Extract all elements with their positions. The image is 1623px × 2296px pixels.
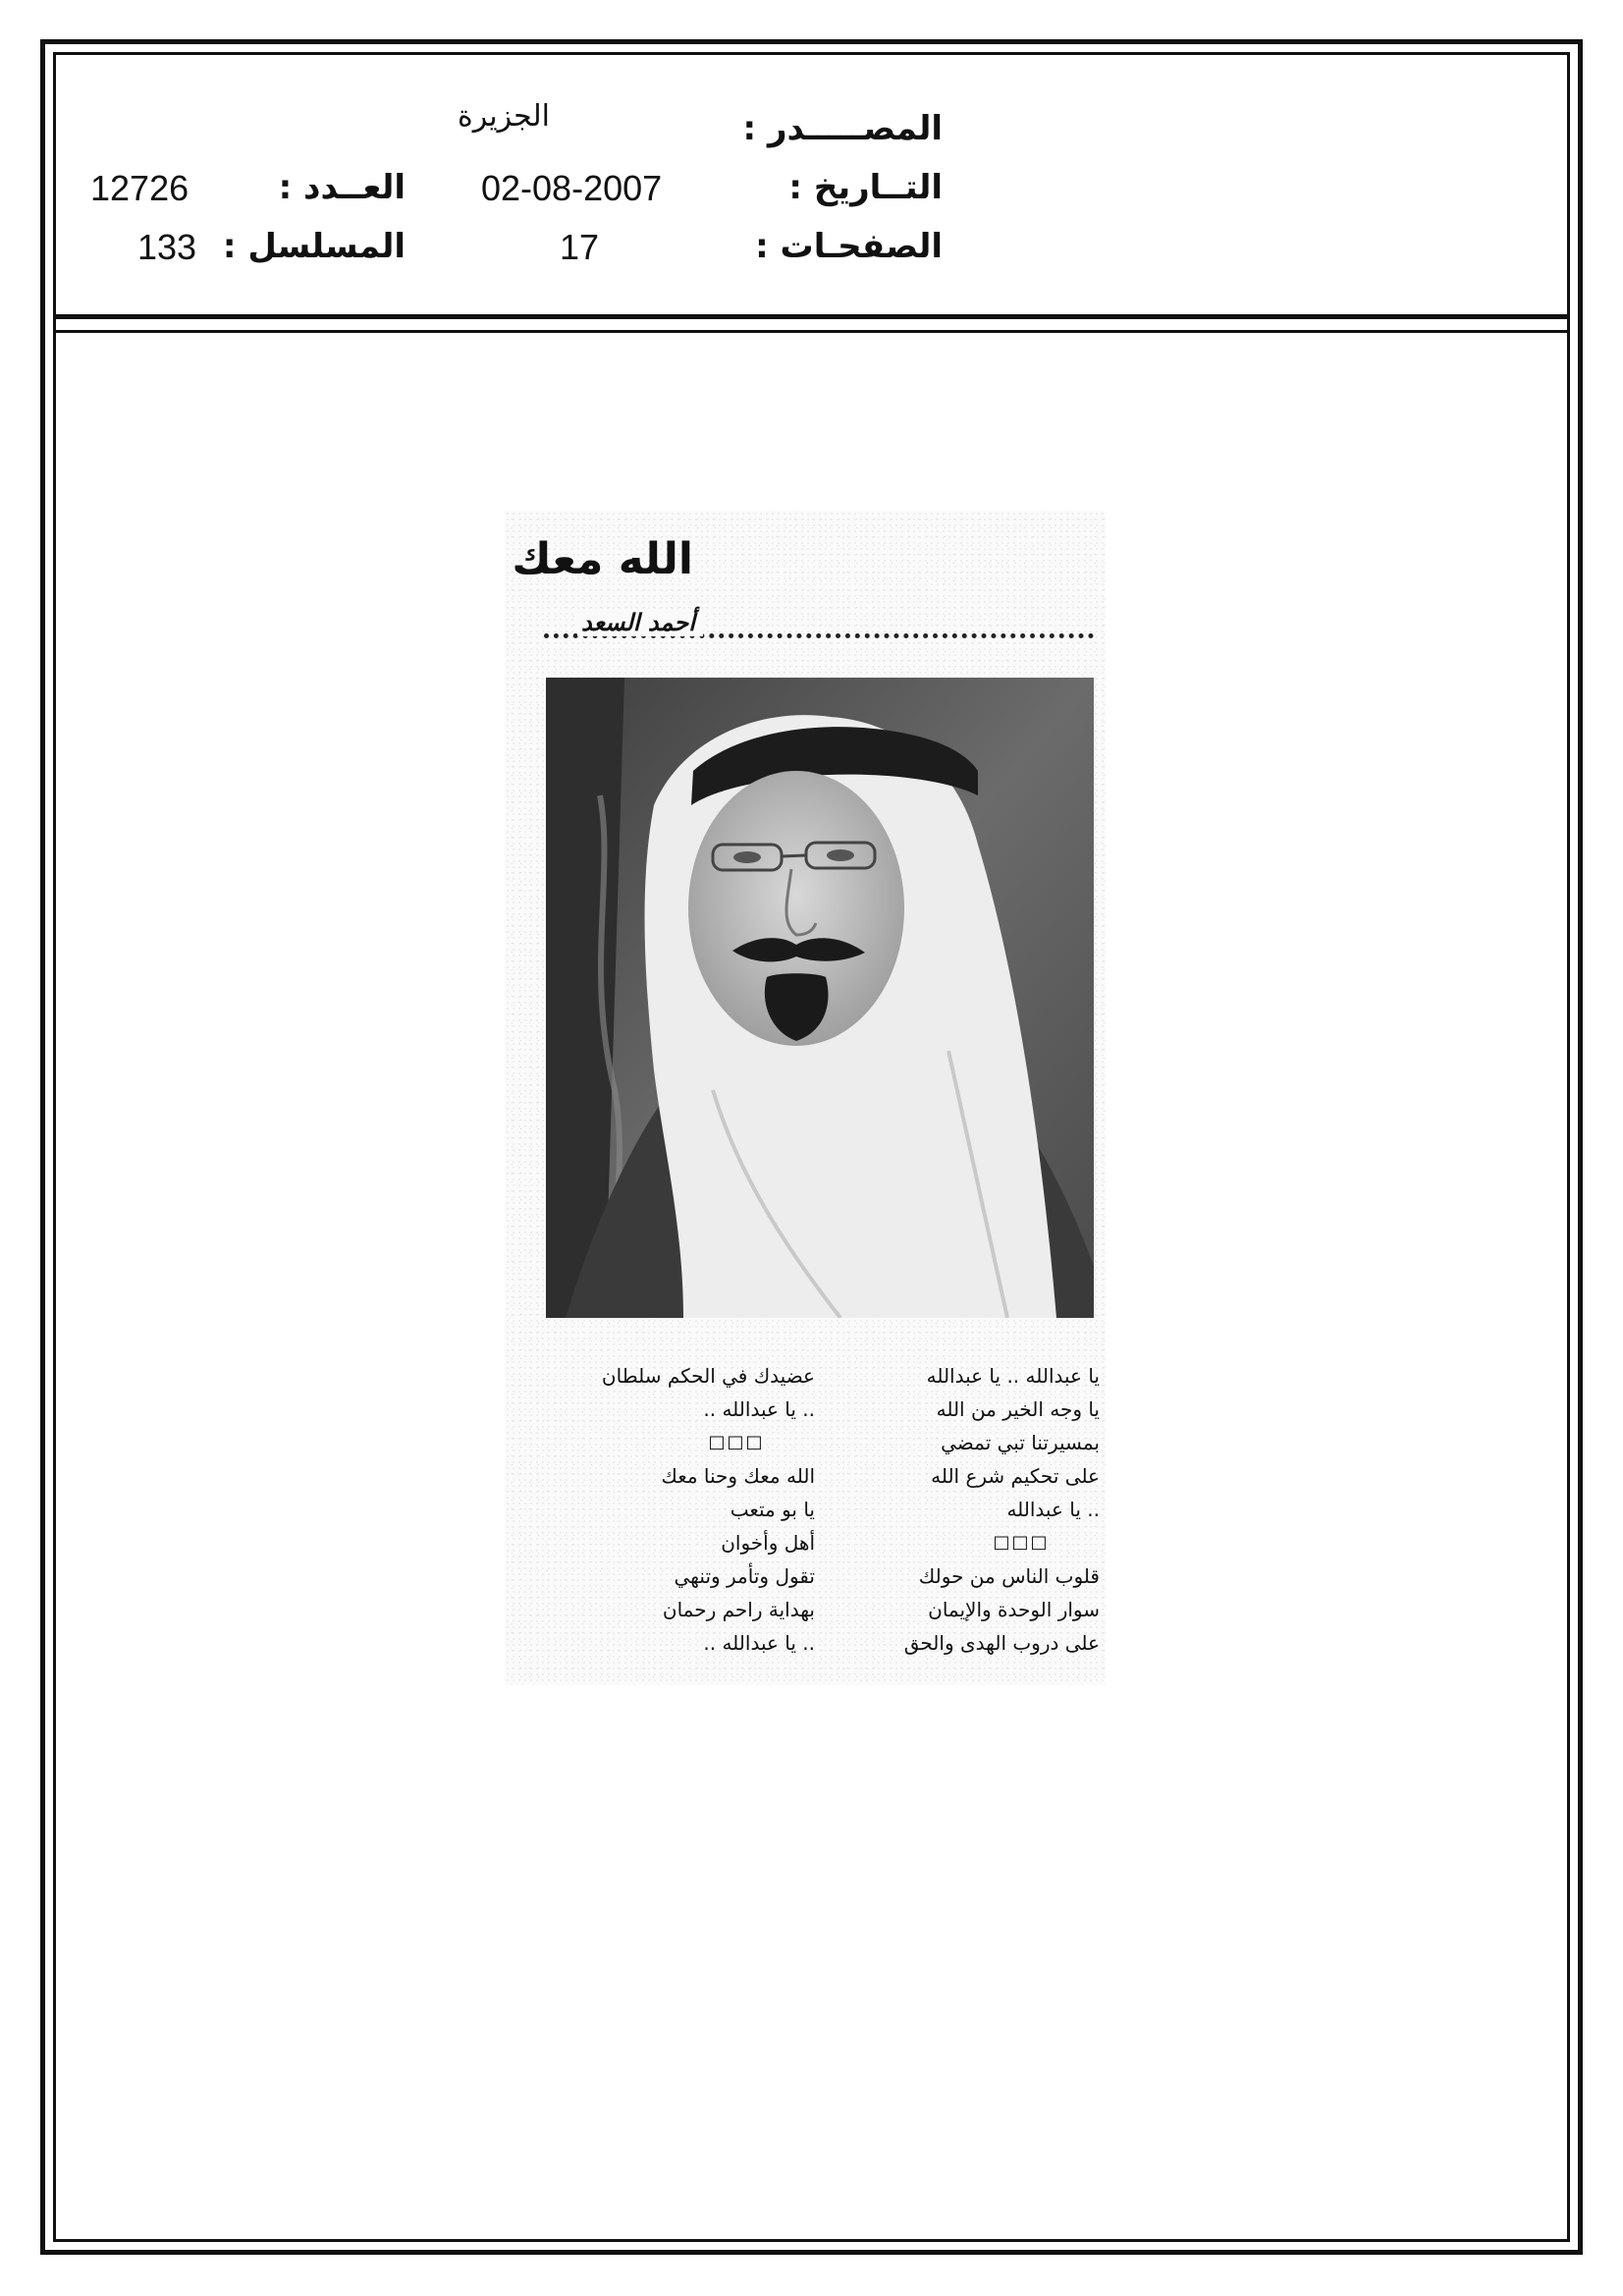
pages-value: 17 <box>560 227 600 267</box>
portrait-photo <box>546 678 1094 1318</box>
poem-line: تقول وتأمر وتنهي <box>674 1564 815 1588</box>
poem-line: يا وجه الخير من الله <box>936 1397 1100 1421</box>
issue-value: 12726 <box>90 168 189 208</box>
poem-line: بمسيرتنا تبي تمضي <box>941 1431 1100 1454</box>
header-divider <box>53 314 1570 319</box>
poem-line: أهل وأخوان <box>721 1531 815 1555</box>
source-label: المصـــــدر : <box>742 109 943 148</box>
pages-label: الصفحـات : <box>755 227 943 266</box>
serial-label: المسلسل : <box>222 227 406 266</box>
poem-line: سوار الوحدة والإيمان <box>928 1598 1100 1621</box>
newspaper-clipping <box>505 511 1106 1685</box>
poem-line: بهداية راحم رحمان <box>662 1598 815 1621</box>
poem-line: عضيدك في الحكم سلطان <box>601 1364 815 1388</box>
poem-line: على تحكيم شرع الله <box>931 1464 1100 1488</box>
stanza-separator: □□□ <box>708 1432 765 1452</box>
poem-line: على دروب الهدى والحق <box>903 1631 1100 1655</box>
poem-column-left <box>560 1359 815 1660</box>
header-divider-secondary <box>53 330 1570 333</box>
date-value: 02-08-2007 <box>481 168 663 208</box>
poem-line: قلوب الناس من حولك <box>918 1564 1100 1588</box>
serial-value: 133 <box>137 227 197 267</box>
poem-line: .. يا عبدالله .. <box>703 1631 815 1655</box>
poem-column-right <box>844 1359 1100 1660</box>
poem-line: يا بو متعب <box>730 1498 815 1521</box>
poem-line: .. يا عبدالله .. <box>703 1397 815 1421</box>
stanza-separator: □□□ <box>993 1532 1050 1553</box>
article-title: الله معك <box>512 534 693 584</box>
poem-line: الله معك وحنا معك <box>661 1464 815 1488</box>
byline <box>544 607 1094 646</box>
date-label: التــاريخ : <box>788 168 943 207</box>
poem-line: يا عبدالله .. يا عبدالله <box>926 1364 1100 1388</box>
source-value: الجزيرة <box>458 99 551 134</box>
poem-line: .. يا عبدالله <box>1006 1498 1100 1521</box>
issue-label: العــدد : <box>278 168 406 207</box>
article-author: أحمد السعد <box>577 609 703 636</box>
